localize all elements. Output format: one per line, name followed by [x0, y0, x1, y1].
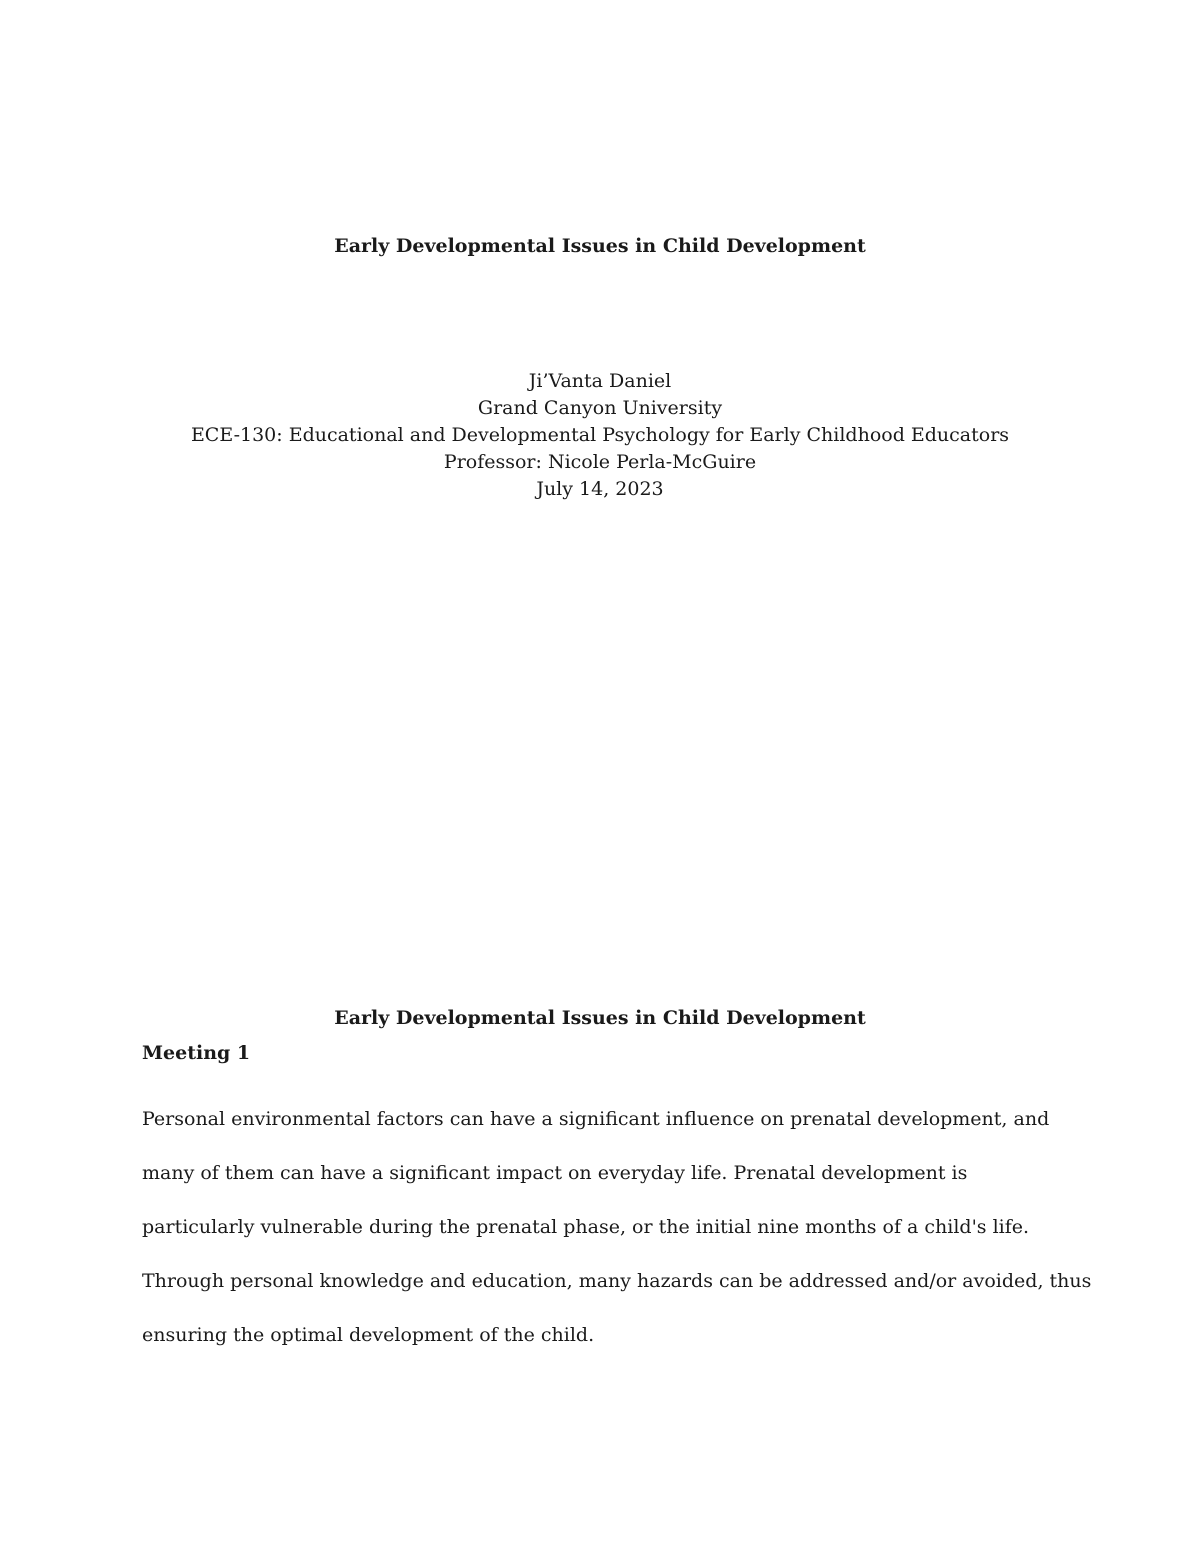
submission-date: July 14, 2023 — [536, 478, 664, 500]
author-name: Ji’Vanta Daniel — [528, 370, 672, 392]
professor-name: Professor: Nicole Perla-McGuire — [443, 451, 757, 473]
paragraph-line: many of them can have a significant impact on everyday life. Prenatal development is — [142, 1162, 968, 1184]
course-name: ECE-130: Educational and Developmental Psychology for Early Childhood Educators — [190, 424, 1010, 446]
paragraph-line: Personal environmental factors can have a significant influence on prenatal development, and — [142, 1108, 1050, 1130]
paragraph-line: particularly vulnerable during the prenatal phase, or the initial nine months of a child's life. — [142, 1216, 1030, 1238]
title-page-title: Early Developmental Issues in Child Development — [334, 235, 866, 257]
body-title: Early Developmental Issues in Child Development — [334, 1007, 866, 1029]
title-page-author-block — [0, 368, 1200, 503]
institution-name: Grand Canyon University — [477, 397, 723, 419]
body-paragraph — [142, 1092, 1092, 1362]
paragraph-line: Through personal knowledge and education, many hazards can be addressed and/or avoided, thus — [142, 1270, 1092, 1292]
section-heading: Meeting 1 — [142, 1042, 251, 1064]
paragraph-line: ensuring the optimal development of the child. — [142, 1324, 595, 1346]
